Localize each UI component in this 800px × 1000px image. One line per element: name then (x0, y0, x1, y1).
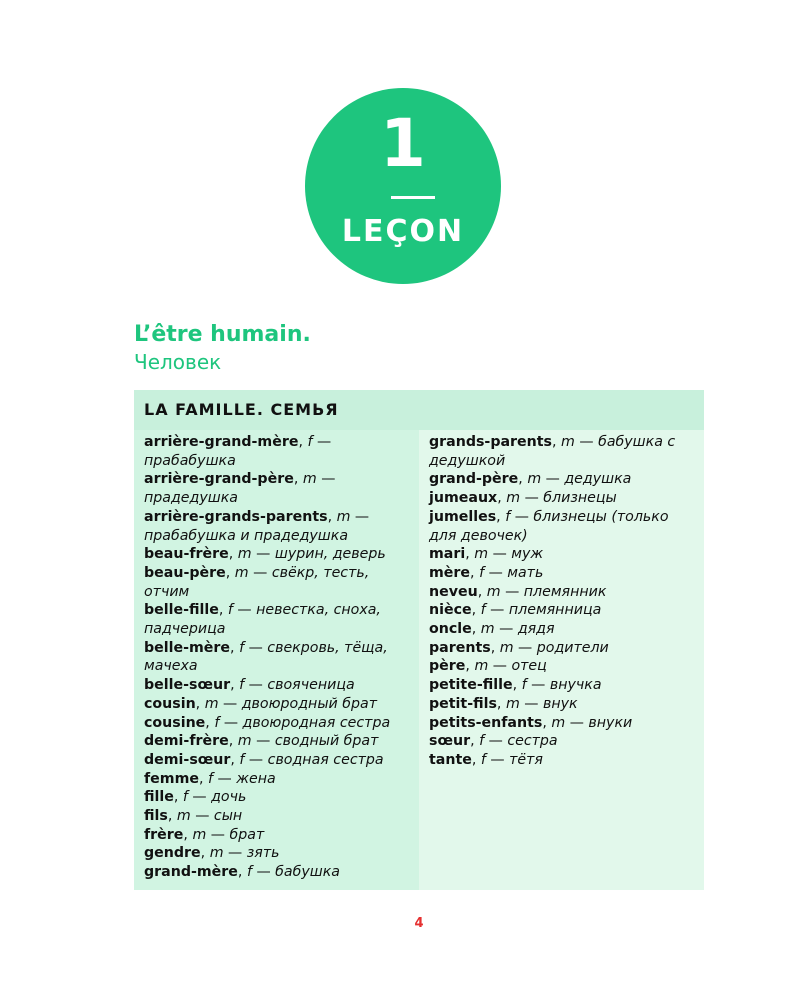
chapter-title-fr: L’être humain. (134, 322, 311, 347)
entry-gender: f (246, 864, 252, 881)
entry-translation: жена (236, 770, 276, 787)
entry-term: arrière-grands-parents (144, 508, 328, 525)
section-header: LA FAMILLE. СЕМЬЯ (134, 390, 704, 430)
entry-gender: m (176, 808, 191, 825)
entry-term: beau-frère (144, 546, 229, 563)
entry-gender: m (486, 583, 501, 600)
entry-translation: близнецы (только для девочек) (429, 508, 669, 544)
vocabulary-entry: neveu, m — племянник (429, 583, 607, 600)
entry-gender: f (182, 789, 188, 806)
entry-term: mari (429, 546, 466, 563)
entry-term: tante (429, 751, 472, 768)
lesson-label: LEÇON (341, 214, 465, 249)
entry-gender: m (505, 695, 520, 712)
entry-translation: бабушка (275, 864, 340, 881)
entry-term: belle-fille (144, 602, 219, 619)
entry-translation: сестра (507, 733, 558, 750)
vocabulary-entry: cousine, f — двоюродная сестра (144, 714, 391, 731)
entry-term: beau-père (144, 564, 226, 581)
entry-gender: m (192, 826, 207, 843)
entry-gender: m (561, 434, 575, 450)
entry-term: cousin (144, 695, 196, 712)
entry-gender: f (239, 639, 245, 656)
vocabulary-column-right (419, 430, 704, 890)
entry-term: nièce (429, 602, 472, 619)
entry-term: père (429, 658, 466, 675)
lesson-number: 1 (380, 105, 426, 182)
entry-translation: сводная сестра (267, 751, 384, 768)
vocabulary-entry: jumelles, f — близнецы (только для девочек) (429, 508, 669, 544)
page-number: 4 (414, 916, 424, 931)
entry-gender: m (474, 546, 489, 563)
vocabulary-entry: femme, f — жена (144, 770, 276, 787)
entry-translation: свёкр, тесть, отчим (144, 564, 370, 600)
entry-translation: дедушка (564, 471, 632, 488)
vocabulary-box (134, 390, 704, 890)
entry-term: grands-parents (429, 434, 552, 450)
vocabulary-entry: mère, f — мать (429, 564, 544, 581)
entry-translation: сводный брат (274, 733, 379, 750)
vocabulary-entry: demi-sœur, f — сводная сестра (144, 751, 384, 768)
entry-gender: f (521, 677, 527, 694)
entry-gender: f (505, 508, 511, 525)
vocabulary-entry: cousin, m — двоюродный брат (144, 695, 377, 712)
entry-gender: f (480, 751, 486, 768)
entry-gender: m (302, 471, 317, 488)
vocabulary-entry: grands-parents, m — бабушка с дедушкой (429, 434, 676, 469)
entry-gender: m (551, 714, 566, 731)
entry-gender: f (214, 714, 220, 731)
entry-term: neveu (429, 583, 478, 600)
entry-translation: невестка, сноха, падчерица (144, 602, 381, 638)
entry-translation: близнецы (543, 490, 617, 507)
vocabulary-entry: arrière-grand-mère, f — прабабушка (144, 434, 332, 469)
vocabulary-entry: sœur, f — сестра (429, 733, 558, 750)
badge-divider (391, 196, 435, 199)
vocabulary-entry: jumeaux, m — близнецы (429, 490, 617, 507)
vocabulary-entry: mari, m — муж (429, 546, 544, 563)
entry-term: femme (144, 770, 199, 787)
vocabulary-column-left (134, 430, 419, 890)
entry-term: grand-père (429, 471, 519, 488)
entry-gender: m (209, 845, 224, 862)
entry-term: petit-fils (429, 695, 497, 712)
entry-term: belle-mère (144, 639, 231, 656)
vocabulary-entry: petit-fils, m — внук (429, 695, 578, 712)
entry-term: demi-frère (144, 733, 229, 750)
vocabulary-entry: tante, f — тётя (429, 751, 543, 768)
entry-translation: внук (543, 695, 578, 712)
entry-term: parents (429, 639, 491, 656)
entry-gender: m (480, 621, 495, 638)
entry-translation: двоюродный брат (241, 695, 377, 712)
entry-term: cousine (144, 714, 206, 731)
entry-term: fils (144, 808, 168, 825)
entry-term: jumelles (429, 508, 497, 525)
entry-translation: шурин, деверь (274, 546, 386, 563)
vocabulary-entry: belle-mère, f — свекровь, тёща, мачеха (144, 639, 388, 675)
entry-term: oncle (429, 621, 472, 638)
vocabulary-entry: petite-fille, f — внучка (429, 677, 602, 694)
vocabulary-entry: père, m — отец (429, 658, 547, 675)
vocabulary-entry: belle-sœur, f — свояченица (144, 677, 355, 694)
vocabulary-entry: beau-père, m — свёкр, тесть, отчим (144, 564, 370, 600)
entry-term: petite-fille (429, 677, 513, 694)
vocabulary-list-right (419, 430, 704, 770)
entry-term: sœur (429, 733, 471, 750)
entry-gender: m (474, 658, 489, 675)
chapter-title-ru: Человек (134, 350, 222, 374)
vocabulary-entry: arrière-grands-parents, m — прабабушка и прадедушка (144, 508, 370, 544)
entry-translation: брат (229, 826, 265, 843)
entry-term: demi-sœur (144, 751, 231, 768)
vocabulary-entry: fille, f — дочь (144, 789, 247, 806)
entry-gender: f (480, 602, 486, 619)
entry-term: grand-mère (144, 864, 238, 881)
entry-term: belle-sœur (144, 677, 231, 694)
entry-translation: зять (246, 845, 280, 862)
vocabulary-entry: nièce, f — племянница (429, 602, 602, 619)
entry-gender: f (239, 677, 245, 694)
vocabulary-entry: demi-frère, m — сводный брат (144, 733, 379, 750)
entry-term: arrière-grand-mère (144, 434, 299, 450)
entry-gender: f (479, 564, 485, 581)
vocabulary-entry: parents, m — родители (429, 639, 609, 656)
vocabulary-entry: grand-père, m — дедушка (429, 471, 632, 488)
entry-term: mère (429, 564, 471, 581)
entry-gender: f (239, 751, 245, 768)
entry-translation: дочь (211, 789, 247, 806)
entry-translation: сын (213, 808, 243, 825)
vocabulary-entry: petits-enfants, m — внуки (429, 714, 633, 731)
entry-gender: m (506, 490, 521, 507)
entry-translation: племянник (523, 583, 607, 600)
entry-translation: прабабушка (144, 452, 236, 469)
vocabulary-entry: gendre, m — зять (144, 845, 280, 862)
entry-translation: прадедушка (144, 490, 238, 507)
entry-gender: m (234, 564, 249, 581)
vocabulary-entry: oncle, m — дядя (429, 621, 555, 638)
entry-translation: двоюродная сестра (242, 714, 391, 731)
entry-translation: бабушка с дедушкой (429, 434, 676, 469)
entry-term: fille (144, 789, 174, 806)
entry-gender: f (208, 770, 214, 787)
entry-gender: f (227, 602, 233, 619)
entry-gender: m (499, 639, 514, 656)
entry-gender: m (237, 546, 252, 563)
vocabulary-entry: arrière-grand-père, m — прадедушка (144, 471, 336, 507)
entry-term: frère (144, 826, 184, 843)
entry-gender: m (237, 733, 252, 750)
vocabulary-entry: belle-fille, f — невестка, сноха, падчерица (144, 602, 381, 638)
entry-translation: внучка (549, 677, 602, 694)
entry-translation: свояченица (267, 677, 355, 694)
entry-gender: f (479, 733, 485, 750)
entry-translation: прабабушка и прадедушка (144, 527, 349, 544)
entry-translation: дядя (517, 621, 555, 638)
entry-translation: муж (511, 546, 544, 563)
entry-gender: m (204, 695, 219, 712)
entry-translation: внуки (588, 714, 633, 731)
vocabulary-entry: grand-mère, f — бабушка (144, 864, 340, 881)
entry-term: arrière-grand-père (144, 471, 294, 488)
entry-translation: мать (507, 564, 544, 581)
entry-translation: родители (536, 639, 609, 656)
entry-gender: m (336, 508, 351, 525)
vocabulary-entry: fils, m — сын (144, 808, 243, 825)
entry-gender: m (527, 471, 542, 488)
entry-term: gendre (144, 845, 201, 862)
vocabulary-entry: beau-frère, m — шурин, деверь (144, 546, 386, 563)
entry-translation: свекровь, тёща, мачеха (144, 639, 388, 675)
entry-gender: f (307, 434, 313, 450)
vocabulary-list-left (134, 430, 419, 882)
entry-translation: племянница (508, 602, 602, 619)
entry-translation: отец (511, 658, 547, 675)
entry-term: petits-enfants (429, 714, 543, 731)
entry-term: jumeaux (429, 490, 498, 507)
lesson-badge (305, 88, 501, 284)
vocabulary-entry: frère, m — брат (144, 826, 265, 843)
entry-translation: тётя (509, 751, 543, 768)
